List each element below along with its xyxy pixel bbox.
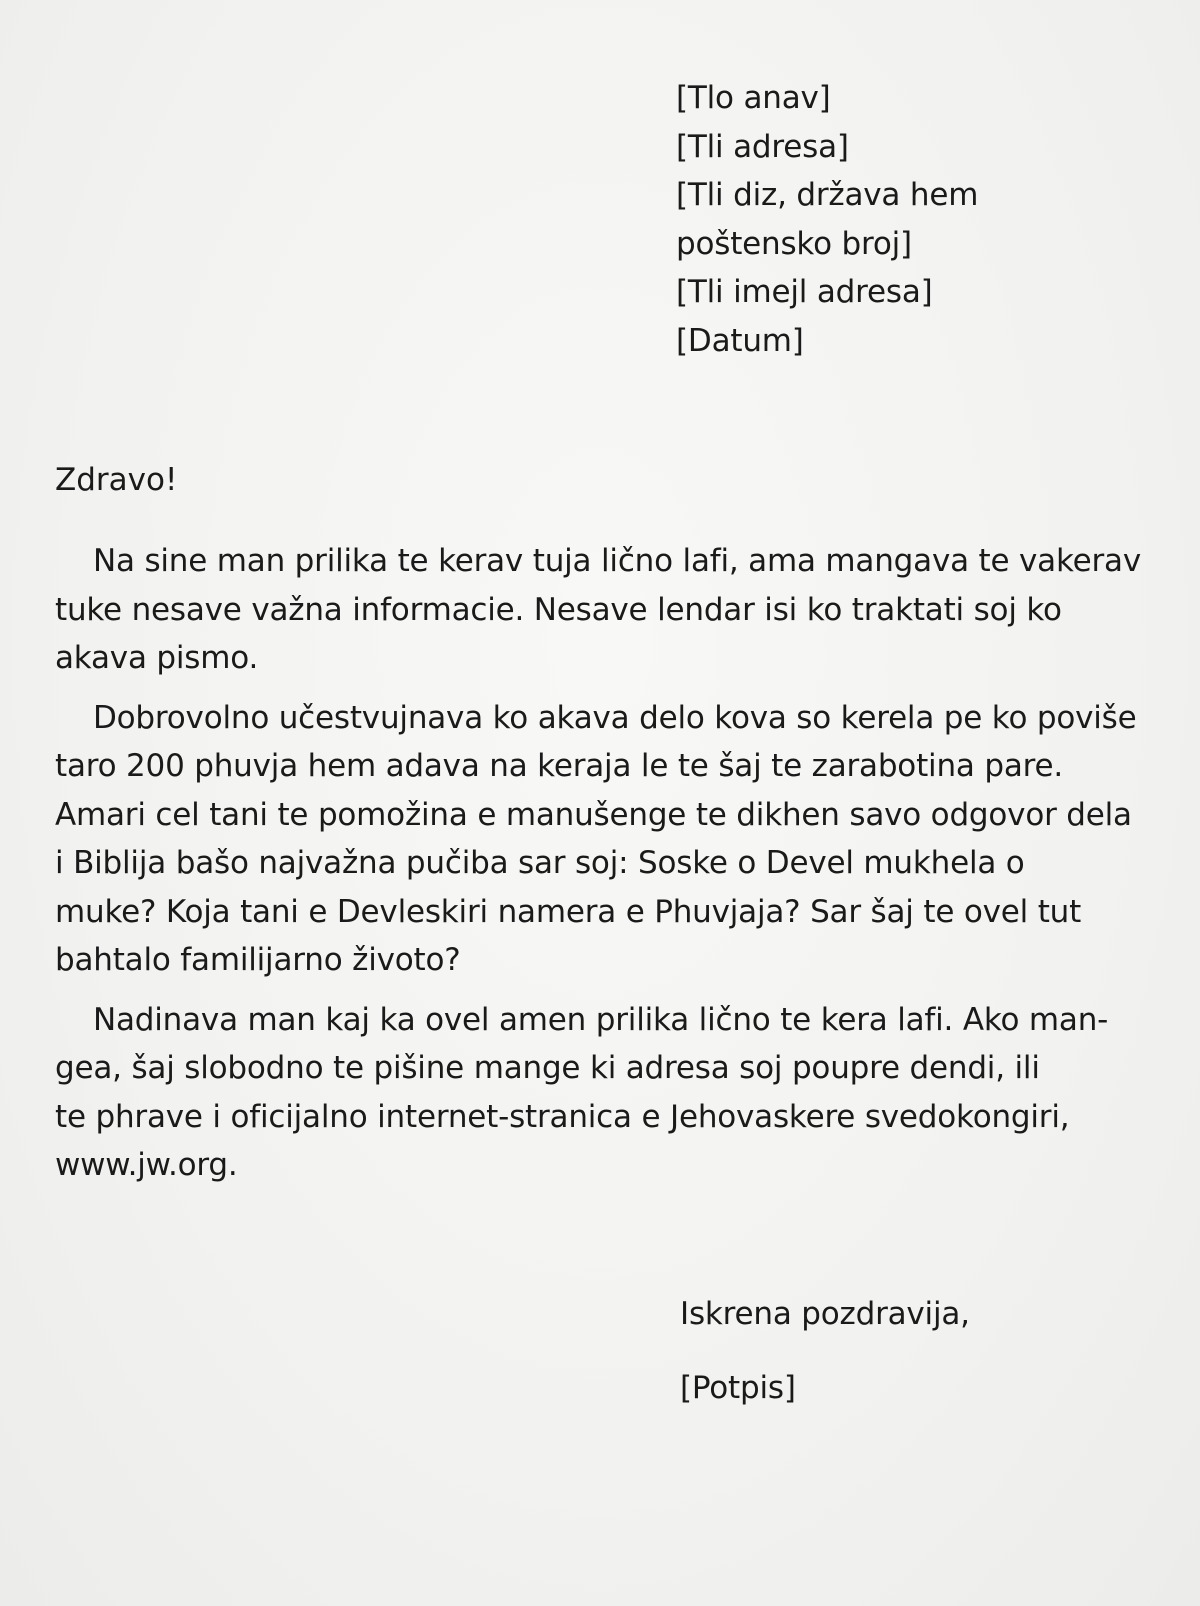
paragraph-line: akava pismo. (55, 640, 259, 676)
paragraph-line: bahtalo familijarno životo? (55, 942, 461, 978)
greeting: Zdravo! (55, 462, 178, 498)
letter-date: [Datum] (676, 322, 804, 359)
paragraph-line: gea, šaj slobodno te pišine mange ki adresa soj poupre dendi, ili (55, 1050, 1040, 1086)
sender-email: [Tli imejl adresa] (676, 274, 933, 310)
paragraph-line: i Biblija bašo najvažna pučiba sar soj: Soske o Devel mukhela o (55, 845, 1025, 881)
sender-name: [Tlo anav] (676, 80, 831, 116)
sender-city-line-1: [Tli diz, država hem (676, 177, 979, 213)
paragraph-3 (55, 996, 1147, 1190)
paragraph-line: taro 200 phuvja hem adava na keraja le te šaj te zarabotina pare. (55, 748, 1064, 784)
paragraph-line: muke? Koja tani e Devleskiri namera e Phuvjaja? Sar šaj te ovel tut (55, 893, 1082, 930)
paragraph-line: Na sine man prilika te kerav tuja lično lafi, ama mangava te vakerav (93, 543, 1141, 579)
paragraph-line: Amari cel tani te pomožina e manušenge te dikhen savo odgovor dela (55, 796, 1132, 833)
paragraph-line: tuke nesave važna informacie. Nesave lendar isi ko traktati soj ko (55, 591, 1062, 628)
signature-placeholder: [Potpis] (680, 1370, 796, 1406)
paragraph-2 (55, 694, 1147, 985)
sender-address-block (676, 74, 1116, 365)
sender-city-line-2: poštensko broj] (676, 225, 912, 262)
paragraph-line: te phrave i oficijalno internet-stranica e Jehovaskere svedokongiri, (55, 1098, 1070, 1135)
paragraph-line: Dobrovolno učestvujnava ko akava delo kova so kerela pe ko poviše (93, 699, 1137, 736)
paragraph-1 (55, 537, 1147, 683)
website-link-line: www.jw.org. (55, 1147, 238, 1183)
sender-address: [Tli adresa] (676, 128, 849, 165)
paragraph-line: Nadinava man kaj ka ovel amen prilika lično te kera lafi. Ako man- (93, 1001, 1109, 1038)
closing-salutation: Iskrena pozdravija, (680, 1296, 970, 1332)
letter-body (55, 537, 1147, 1201)
